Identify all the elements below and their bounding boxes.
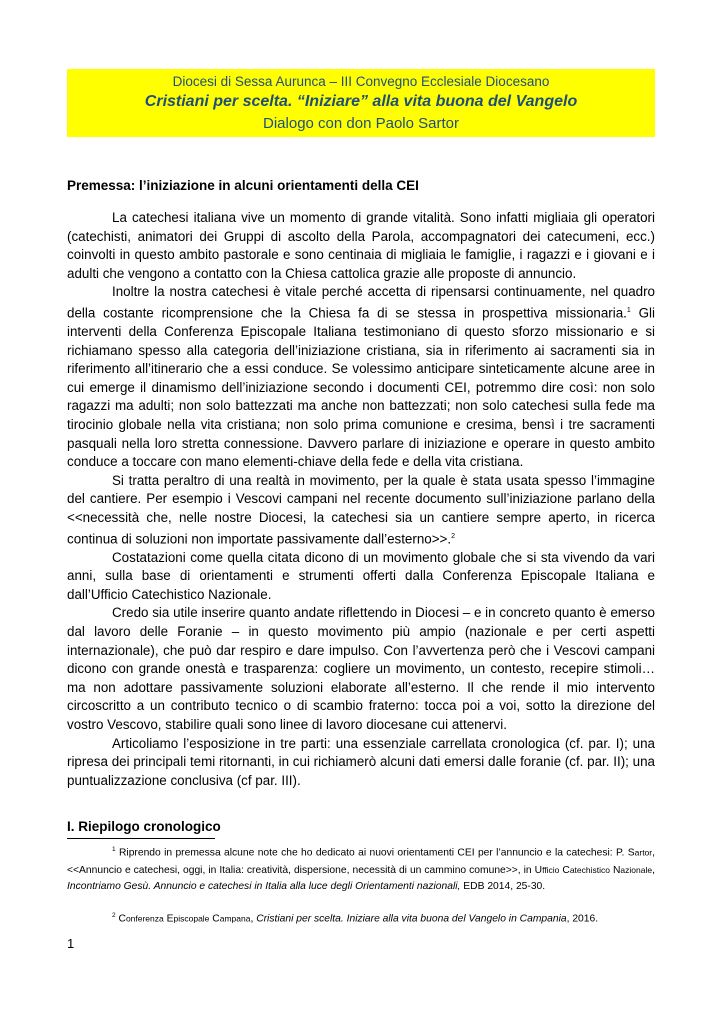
paragraph-text: Gli interventi della Conferenza Episcopale Italiana testimoniano di questo sforzo missionario e si richiamano spesso alla categoria dell’iniziazione cristiana, sia in riferimento ai sacramenti sia in riferimento all’itinerario che a essi conduce. Se volessimo anticipare sinteticamente alcune aree in cui emerge il dinamismo dell’iniziazione secondo i documenti CEI, potremmo dire così: non solo ragazzi ma adulti; non solo battezzati ma anche non battezzati; non solo catechesi sulla fede ma tirocinio globale nella vita cristiana; non solo prima comunione e cresima, bensì i tre sacramenti pasquali nella loro stretta connessione. Davvero parlare di iniziazione e operare in questo ambito conduce a toccare con mano elementi-chiave della fede e della vita cristiana.: [67, 305, 655, 470]
footnote-mark: 2: [451, 532, 456, 540]
header-event-line: [67, 73, 655, 91]
paragraph: Credo sia utile inserire quanto andate riflettendo in Diocesi – e in concreto quanto è emerso dal lavoro delle Foranie – in questo movimento più ampio (nazionale e per certi aspetti internazionale), che può dar respiro e dare impulso. Con l’avvertenza però che i Vescovi campani dicono con grande onestà e trasparenza: cogliere un movimento, un contesto, recepire stimoli… ma non adottare passivamente soluzioni elaborate all’esterno. Il che rende il mio intervento circoscritto a un contributo tecnico o di scambio fraterno: tocca poi a voi, sotto la direzione del vostro Vescovo, stabilire quali sono linee di lavoro diocesane cui attenervi.: [67, 605, 655, 732]
footnote-number: 1: [112, 846, 116, 853]
header-title: Cristiani per scelta. “Iniziare” alla vita buona del Vangelo: [144, 93, 578, 110]
document-header: [67, 69, 655, 137]
paragraph-text: Si tratta peraltro di una realtà in movimento, per la quale è stata usata spesso l’immagine del cantiere. Per esempio i Vescovi campani nel recente documento sull’iniziazione parlano della <<necessità che, nelle nostre Diocesi, la catechesi sia un cantiere sempre aperto, in ricerca continua di soluzioni non importate passivamente dall’esterno>>.: [67, 472, 655, 547]
footnote-number: 2: [112, 911, 116, 919]
premessa-heading: Premessa: l’iniziazione in alcuni orientamenti della CEI: [67, 178, 419, 193]
footnote-mark: 1: [626, 306, 631, 314]
paragraph: [67, 283, 655, 471]
footnote-1: $^1$ Riprendo in premessa alcune note che ho dedicato ai nuovi orientamenti CEI per l’annuncio e la catechesi: P. Sartor, <<Annuncio e catechesi, oggi, in Italia: creatività, dispersione, necessità di un cammino comune>>, in Ufficio Catechistico Nazionale, Incontriamo Gesù. Annuncio e catechesi in Italia alla luce degli Orientamenti nazionali, EDB 2014, 25-30.: [67, 846, 655, 893]
footnote-2: $^2$ Conferenza Episcopale Campana, Cristiani per scelta. Iniziare alla vita buona del Vangelo in Campania, 2016.: [112, 911, 599, 925]
header-event-text: Diocesi di Sessa Aurunca – III Convegno Ecclesiale Diocesano: [172, 74, 550, 89]
footnote-separator: [67, 838, 215, 839]
paragraph: Costatazioni come quella citata dicono di un movimento globale che si sta vivendo da vari anni, sulla base di orientamenti e strumenti offerti dalla Conferenza Episcopale Italiana e dall’Ufficio Catechistico Nazionale.: [67, 549, 655, 602]
section-heading: I. Riepilogo cronologico: [67, 819, 221, 834]
paragraph: La catechesi italiana vive un momento di grande vitalità. Sono infatti migliaia gli operatori (catechisti, animatori dei Gruppi di ascolto della Parola, accompagnatori dei catecumeni, ecc.) coinvolti in questo ambito pastorale e sono centinaia di migliaia le famiglie, i ragazzi e i giovani e i adulti che vengono a contatto con la Chiesa cattolica grazie alle proposte di annuncio.: [67, 210, 655, 281]
page-number: 1: [67, 936, 75, 951]
paragraph: Articoliamo l’esposizione in tre parti: una essenziale carrellata cronologica (cf. par. I); una ripresa dei principali temi ritornanti, in cui richiamerò alcuni dati emersi dalle foranie (cf. par. II); una puntualizzazione conclusiva (cf par. III).: [67, 735, 655, 788]
header-subtitle: Dialogo con don Paolo Sartor: [263, 115, 459, 132]
paragraph: [67, 472, 655, 549]
footnotes: [67, 842, 655, 928]
paragraph-text: Inoltre la nostra catechesi è vitale perché accetta di ripensarsi continuamente, nel quadro della costante ricomprensione che la Chiesa fa di se stessa in prospettiva missionaria.: [67, 284, 655, 321]
main-text: [67, 209, 655, 790]
